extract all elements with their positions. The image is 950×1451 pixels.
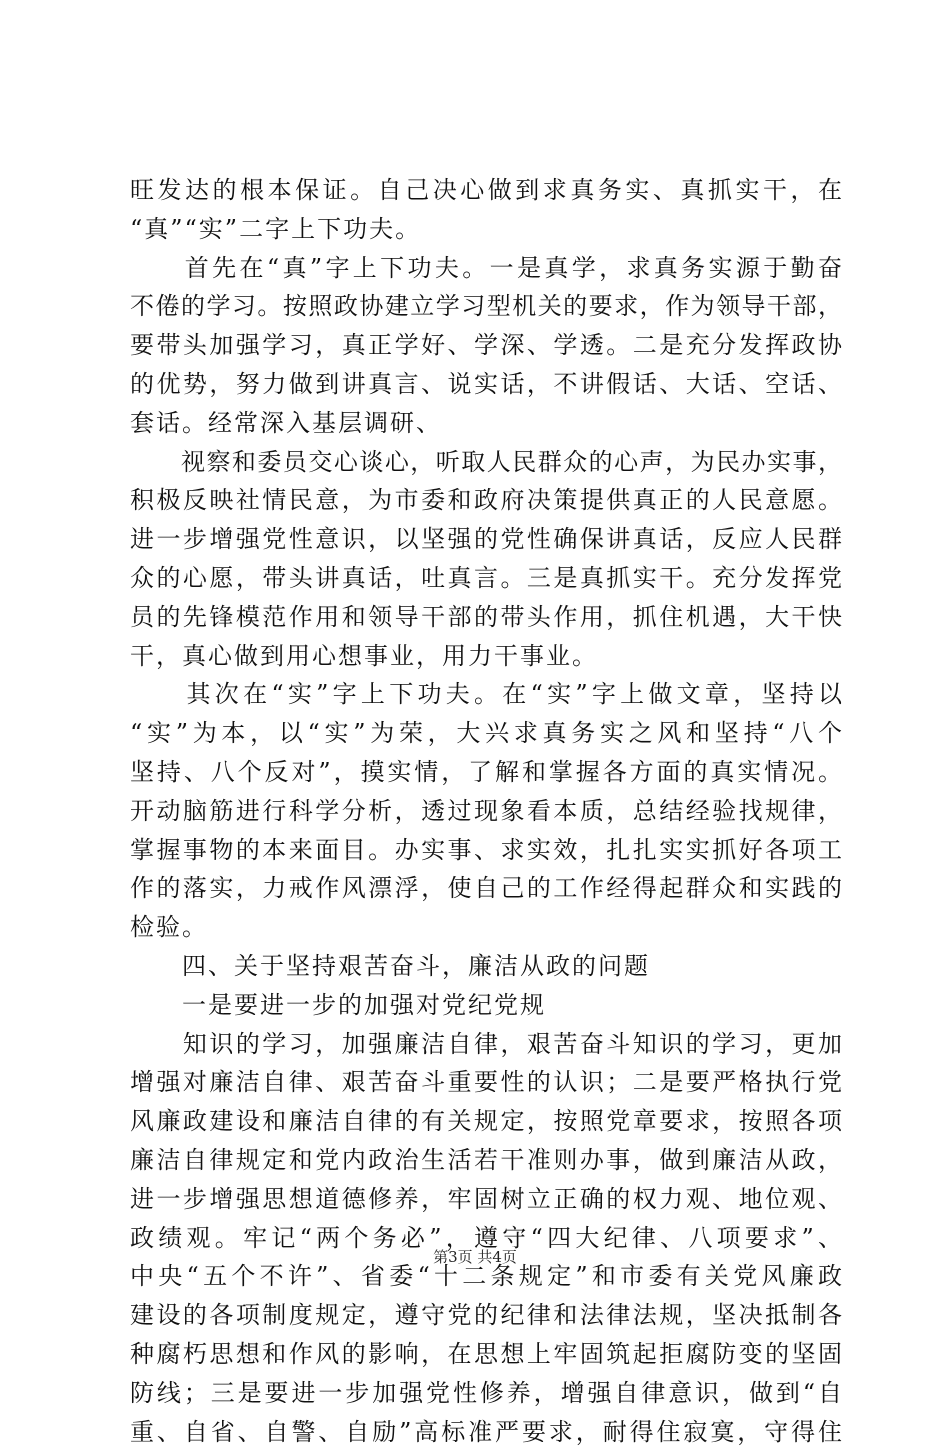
text-line: 政绩观。牢记“两个务必”，遵守“四大纪律、八项要求”、 xyxy=(130,1219,842,1258)
text-line: 旺发达的根本保证。自己决心做到求真务实、真抓实干，在 xyxy=(130,171,842,210)
text-line: 积极反映社情民意，为市委和政府决策提供真正的人民意愿。 xyxy=(130,481,842,520)
text-line: 廉洁自律规定和党内政治生活若干准则办事，做到廉洁从政， xyxy=(130,1141,842,1180)
text-line: 作的落实，力戒作风漂浮，使自己的工作经得起群众和实践的 xyxy=(130,869,842,908)
text-line: 一是要进一步的加强对党纪党规 xyxy=(130,986,842,1025)
text-line: 进一步增强党性意识，以坚强的党性确保讲真话，反应人民群 xyxy=(130,520,842,559)
text-line: 的优势，努力做到讲真言、说实话，不讲假话、大话、空话、 xyxy=(130,365,842,404)
text-line: 要带头加强学习，真正学好、学深、学透。二是充分发挥政协 xyxy=(130,326,842,365)
text-line: 干，真心做到用心想事业，用力干事业。 xyxy=(130,637,842,676)
text-line: 视察和委员交心谈心，听取人民群众的心声，为民办实事， xyxy=(130,443,842,482)
page-footer: 第3页 共4页 xyxy=(0,1247,950,1267)
text-line: 其次在“实”字上下功夫。在“实”字上做文章，坚持以 xyxy=(130,675,842,714)
text-line: 开动脑筋进行科学分析，透过现象看本质，总结经验找规律， xyxy=(130,792,842,831)
text-line: 种腐朽思想和作风的影响，在思想上牢固筑起拒腐防变的坚固 xyxy=(130,1335,842,1374)
text-line: 重、自省、自警、自励”高标准严要求，耐得住寂寞，守得住 xyxy=(130,1413,842,1451)
text-line: 建设的各项制度规定，遵守党的纪律和法律法规，坚决抵制各 xyxy=(130,1296,842,1335)
text-line: “真”“实”二字上下功夫。 xyxy=(130,210,842,249)
text-line: 套话。经常深入基层调研、 xyxy=(130,404,842,443)
text-line: “实”为本，以“实”为荣，大兴求真务实之风和坚持“八个 xyxy=(130,714,842,753)
text-line: 员的先锋模范作用和领导干部的带头作用，抓住机遇，大干快 xyxy=(130,598,842,637)
text-line: 众的心愿，带头讲真话，吐真言。三是真抓实干。充分发挥党 xyxy=(130,559,842,598)
text-line: 不倦的学习。按照政协建立学习型机关的要求，作为领导干部， xyxy=(130,287,842,326)
text-line: 增强对廉洁自律、艰苦奋斗重要性的认识；二是要严格执行党 xyxy=(130,1063,842,1102)
text-line: 进一步增强思想道德修养，牢固树立正确的权力观、地位观、 xyxy=(130,1180,842,1219)
text-line: 坚持、八个反对”，摸实情，了解和掌握各方面的真实情况。 xyxy=(130,753,842,792)
text-line: 中央“五个不许”、省委“十二条规定”和市委有关党风廉政 xyxy=(130,1257,842,1296)
text-line: 首先在“真”字上下功夫。一是真学，求真务实源于勤奋 xyxy=(130,249,842,288)
text-line: 风廉政建设和廉洁自律的有关规定，按照党章要求，按照各项 xyxy=(130,1102,842,1141)
text-line: 知识的学习，加强廉洁自律，艰苦奋斗知识的学习，更加 xyxy=(130,1025,842,1064)
text-line: 掌握事物的本来面目。办实事、求实效，扎扎实实抓好各项工 xyxy=(130,831,842,870)
text-line: 防线；三是要进一步加强党性修养，增强自律意识，做到“自 xyxy=(130,1374,842,1413)
text-line: 检验。 xyxy=(130,908,842,947)
text-line: 四、关于坚持艰苦奋斗，廉洁从政的问题 xyxy=(130,947,842,986)
